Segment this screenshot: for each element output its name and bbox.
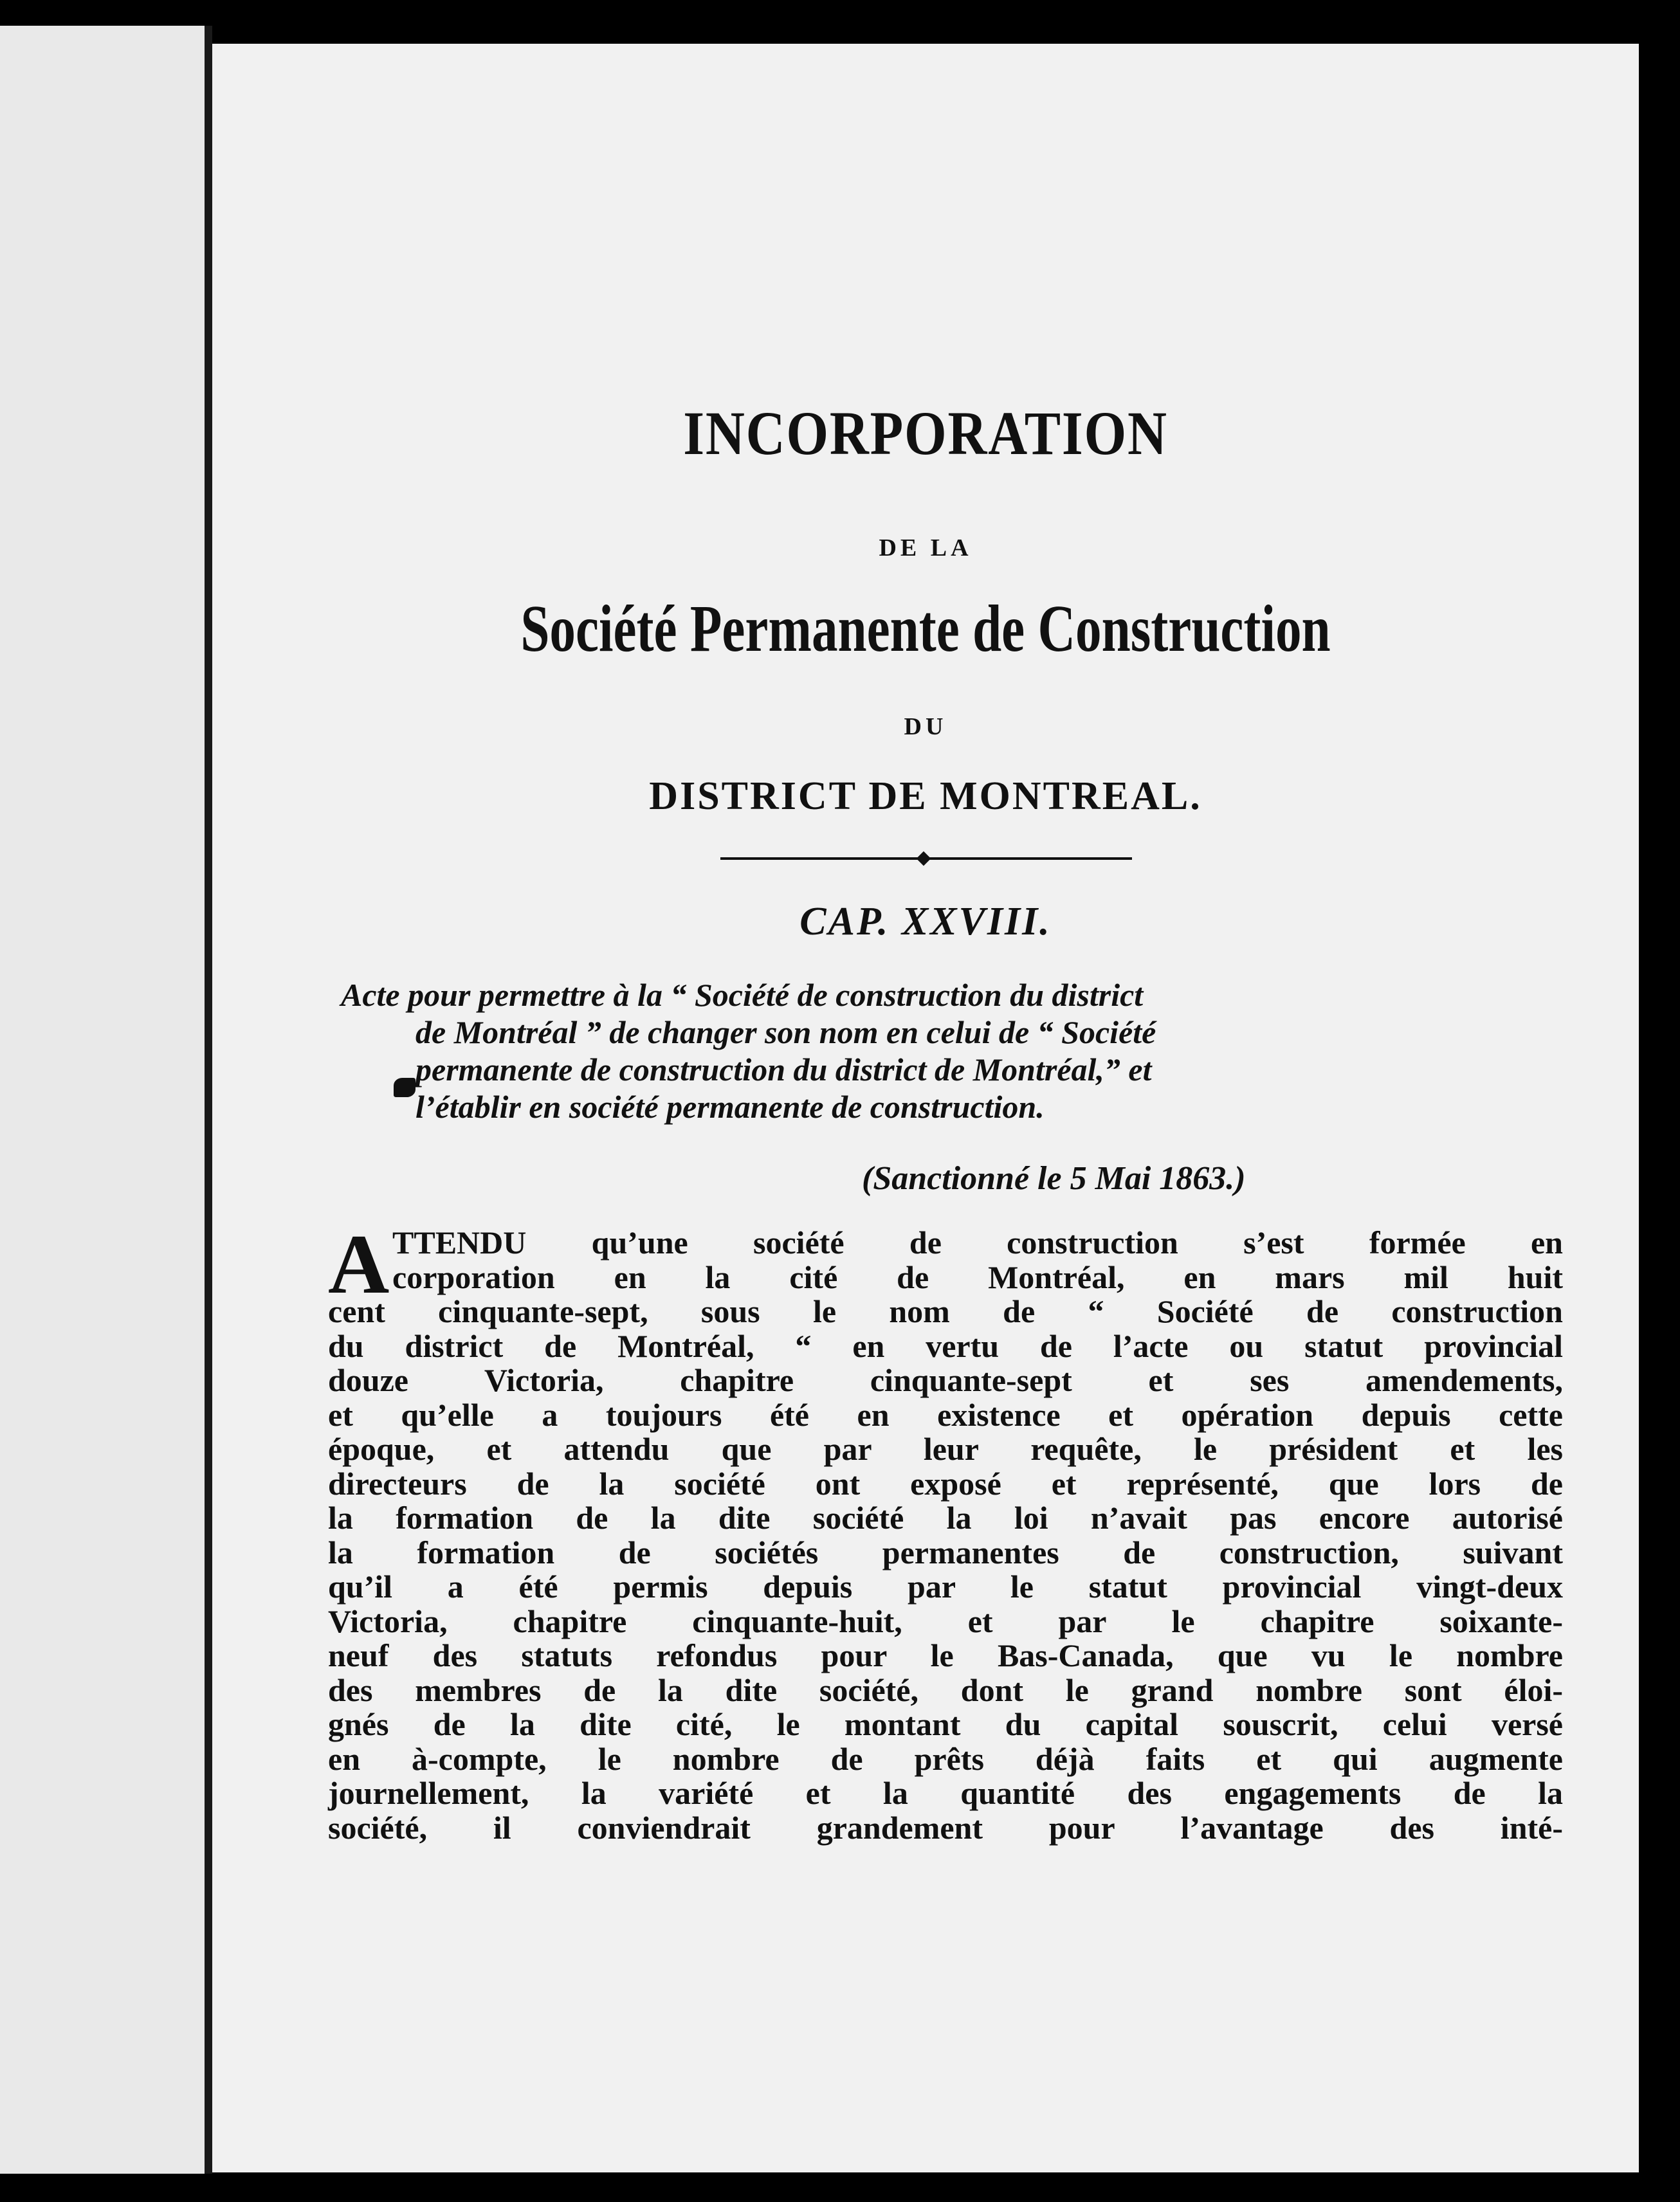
- body-line: la formation de sociétés permanentes de construction, suivant: [328, 1534, 1563, 1570]
- document-page: [212, 44, 1639, 2172]
- drop-cap: A: [328, 1217, 390, 1311]
- body-line: du district de Montréal, “ en vertu de l’acte ou statut provincial: [328, 1327, 1563, 1364]
- body-line: douze Victoria, chapitre cinquante-sept et ses amendements,: [328, 1362, 1563, 1398]
- previous-page-edge: [0, 26, 205, 2174]
- summary-line: permanente de construction du district de Montréal,” et: [415, 1051, 1152, 1087]
- ornamental-rule-diamond: [917, 851, 931, 866]
- body-line: neuf des statuts refondus pour le Bas-Canada, que vu le nombre: [328, 1637, 1563, 1673]
- body-line: corporation en la cité de Montréal, en mars mil huit: [392, 1259, 1563, 1295]
- title-du: DU: [904, 713, 947, 740]
- book-spine: [205, 26, 212, 2174]
- title-district: DISTRICT DE MONTREAL.: [649, 774, 1202, 818]
- title-de-la: DE LA: [879, 534, 972, 561]
- body-line: cent cinquante-sept, sous le nom de “ Société de construction: [328, 1293, 1563, 1329]
- body-line: époque, et attendu que par leur requête, le président et les: [328, 1431, 1563, 1467]
- body-line: société, il conviendrait grandement pour l’avantage des inté-: [328, 1809, 1563, 1846]
- body-line: la formation de la dite société la loi n’avait pas encore autorisé: [328, 1500, 1563, 1536]
- body-line: Victoria, chapitre cinquante-huit, et par le chapitre soixante-: [328, 1603, 1563, 1639]
- pointing-hand-icon: [394, 1078, 415, 1097]
- summary-line: Acte pour permettre à la “ Société de construction du district: [341, 977, 1144, 1013]
- body-line: directeurs de la société ont exposé et représenté, que lors de: [328, 1465, 1563, 1502]
- summary-line: de Montréal ” de changer son nom en celui de “ Société: [415, 1014, 1156, 1050]
- body-line: des membres de la dite société, dont le grand nombre sont éloi-: [328, 1671, 1563, 1708]
- title-societe: Société Permanente de Construction: [520, 592, 1331, 666]
- title-incorporation: INCORPORATION: [683, 399, 1168, 468]
- body-line: et qu’elle a toujours été en existence et opération depuis cette: [328, 1396, 1563, 1433]
- body-line: gnés de la dite cité, le montant du capital souscrit, celui versé: [328, 1706, 1563, 1742]
- body-line: journellement, la variété et la quantité des engagements de la: [328, 1775, 1563, 1811]
- body-line: TTENDU qu’une société de construction s’est formée en: [392, 1224, 1563, 1260]
- summary-line: l’établir en société permanente de construction.: [415, 1089, 1045, 1125]
- act-summary: [341, 976, 1563, 1125]
- chapter-heading: CAP. XXVIII.: [799, 900, 1052, 943]
- body-line: qu’il a été permis depuis par le statut provincial vingt-deux: [328, 1569, 1563, 1605]
- sanction-date: (Sanctionné le 5 Mai 1863.): [862, 1160, 1246, 1197]
- body-line: en à-compte, le nombre de prêts déjà faits et qui augmente: [328, 1740, 1563, 1777]
- body-paragraph: [328, 1217, 1563, 1846]
- page-content: [212, 44, 1639, 2172]
